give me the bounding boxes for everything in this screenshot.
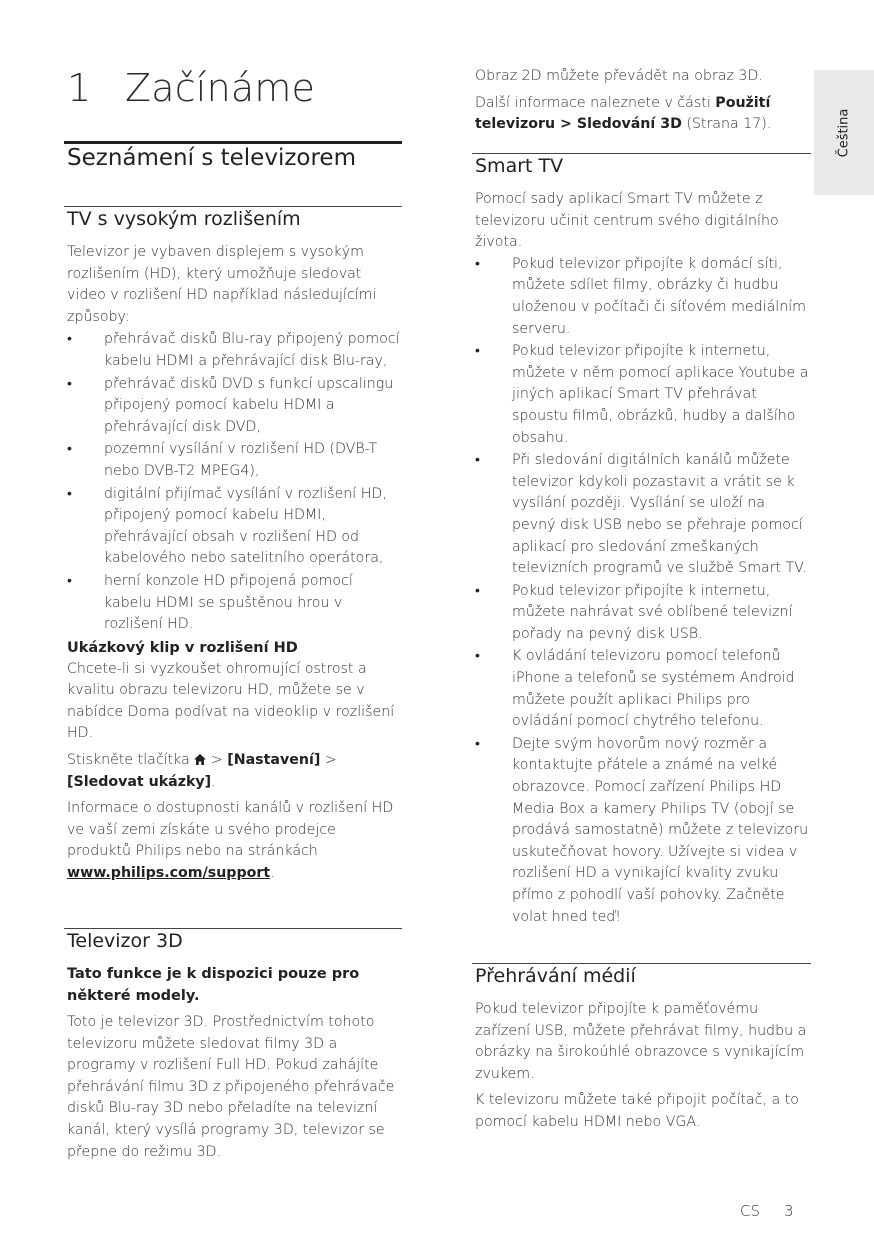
section-rule (64, 141, 402, 144)
availability-info (67, 798, 402, 884)
chapter-name: Začínáme (125, 66, 316, 110)
more-info-link[interactable]: Použití televizoru > Sledování 3D (475, 94, 771, 133)
smart-rule (472, 153, 811, 154)
press-sep: > (210, 752, 223, 769)
language-tab (814, 70, 874, 195)
press-sep: > (324, 752, 337, 769)
list-item: • Pokud televizor připojíte k internetu, můžete v něm pomocí aplikace Youtube a jiných aplikací Smart TV přehrávat spoustu filmů, obrázků, hudby a dalšího obsahu. (475, 341, 811, 449)
list-item: • herní konzole HD připojená pomocí kabelu HDMI se spuštěnou hrou v rozlišení HD. (67, 571, 402, 636)
media-text-1: Pokud televizor připojíte k paměťovému zařízení USB, můžete přehrávat filmy, hudbu a obrázky na širokoúhlé obrazovce s vynikajícím zvukem. (475, 1001, 807, 1082)
hd-intro: Televizor je vybaven displejem s vysokým rozlišením (HD), který umožňuje sledovat video v rozlišení HD například následujícími způsoby: (67, 244, 377, 325)
tv3d-note: Tato funkce je k dispozici pouze pro některé modely. (67, 966, 360, 1004)
list-item: • přehrávač disků DVD s funkcí upscalingu připojený pomocí kabelu HDMI a přehrávající disk DVD, (67, 374, 402, 439)
home-icon (194, 754, 206, 765)
language-tab-label: Čeština (836, 108, 852, 157)
smart-heading: Smart TV (475, 155, 564, 177)
hd-body (67, 242, 402, 885)
list-item: • přehrávač disků Blu-ray připojený pomocí kabelu HDMI a přehrávající disk Blu-ray, (67, 329, 402, 372)
press-prefix: Stiskněte tlačítka (67, 752, 190, 769)
demo-heading: Ukázkový klip v rozlišení HD (67, 639, 298, 656)
press-instruction (67, 750, 402, 793)
conversion-block (475, 66, 811, 136)
tv3d-text: Toto je televizor 3D. Prostřednictvím tohoto televizoru můžete sledovat filmy 3D a programy v rozlišení Full HD. Pokud zahájíte přehrávání filmu 3D z připojeného přehrávače disků Blu-ray 3D nebo přeladíte na televizní kanál, který vysílá programy 3D, televizor se přepne do režimu 3D. (67, 1014, 395, 1160)
press-end: . (211, 773, 216, 790)
list-item: • K ovládání televizoru pomocí telefonů iPhone a telefonů se systémem Android můžete použít aplikaci Philips pro ovládání pomocí chytrého telefonu. (475, 646, 811, 732)
list-item: • pozemní vysílání v rozlišení HD (DVB-T nebo DVB-T2 MPEG4), (67, 439, 402, 482)
list-item: • digitální přijímač vysílání v rozlišení HD, připojený pomocí kabelu HDMI, přehrávající obsah v rozlišení HD od kabelového nebo satelitního operátora, (67, 484, 402, 570)
smart-body (475, 189, 811, 929)
tv3d-body (67, 963, 402, 1163)
list-item: • Při sledování digitálních kanálů můžete televizor kdykoli pozastavit a vrátit se k vysílání později. Vysílání se uloží na pevný disk USB nebo se přehraje pomocí aplikací pro sledování zmeškaných televizních programů ve službě Smart TV. (475, 450, 811, 580)
hd-heading: TV s vysokým rozlišením (67, 208, 301, 230)
smart-intro: Pomocí sady aplikací Smart TV můžete z televizoru učinit centrum svého digitálního života. (475, 191, 779, 251)
list-item: • Dejte svým hovorům nový rozměr a kontaktujte přátele a známé na velké obrazovce. Pomocí zařízení Philips HD Media Box a kamery Philips TV (obojí se prodává samostatně) můžete z televizoru uskutečňovat hovory. Užívejte si videa v rozlišení HD a vynikající kvality zvuku přímo z pohodlí vaší pohovky. Začněte volat hned teď! (475, 734, 811, 928)
tv3d-rule (64, 928, 402, 929)
list-item: • Pokud televizor připojíte k internetu, můžete nahrávat své oblíbené televizní pořady na pevný disk USB. (475, 581, 811, 646)
philips-support-link[interactable]: www.philips.com/support (67, 865, 271, 882)
media-text-2: K televizoru můžete také připojit počítač, a to pomocí kabelu HDMI nebo VGA. (475, 1092, 799, 1130)
footer-language: CS (740, 1202, 760, 1220)
list-item: • Pokud televizor připojíte k domácí síti, můžete sdílet filmy, obrázky či hudbu uloženou v počítači či síťovém mediálním serveru. (475, 254, 811, 340)
section-title: Seznámení s televizorem (67, 145, 356, 171)
chapter-number: 1 (67, 66, 92, 110)
menu-watch-demo: [Sledovat ukázky] (67, 773, 212, 790)
page-number: 3 (784, 1202, 794, 1220)
tv3d-heading: Televizor 3D (67, 930, 183, 952)
demo-text: Chcete-li si vyzkoušet ohromující ostrost a kvalitu obrazu televizoru HD, můžete se v nabídce Doma podívat na videoklip v rozlišení HD. (67, 660, 395, 742)
availability-end: . (270, 865, 275, 882)
media-body (475, 999, 811, 1134)
conversion-text: Obraz 2D můžete převádět na obraz 3D. (475, 68, 763, 84)
smart-feature-list (475, 254, 811, 928)
page-footer (740, 1202, 818, 1220)
media-rule (472, 963, 811, 964)
more-info-prefix: Další informace naleznete v části (475, 94, 711, 111)
availability-text: Informace o dostupnosti kanálů v rozlišení HD ve vaší zemi získáte u svého prodejce produktů Philips nebo na stránkách (67, 800, 394, 860)
more-info (475, 93, 811, 136)
more-info-suffix: (Strana 17). (686, 116, 772, 133)
hd-source-list (67, 329, 402, 635)
chapter-title (67, 66, 402, 110)
menu-settings: [Nastavení] (227, 752, 321, 769)
media-heading: Přehrávání médií (475, 965, 636, 987)
hd-rule (64, 206, 402, 207)
